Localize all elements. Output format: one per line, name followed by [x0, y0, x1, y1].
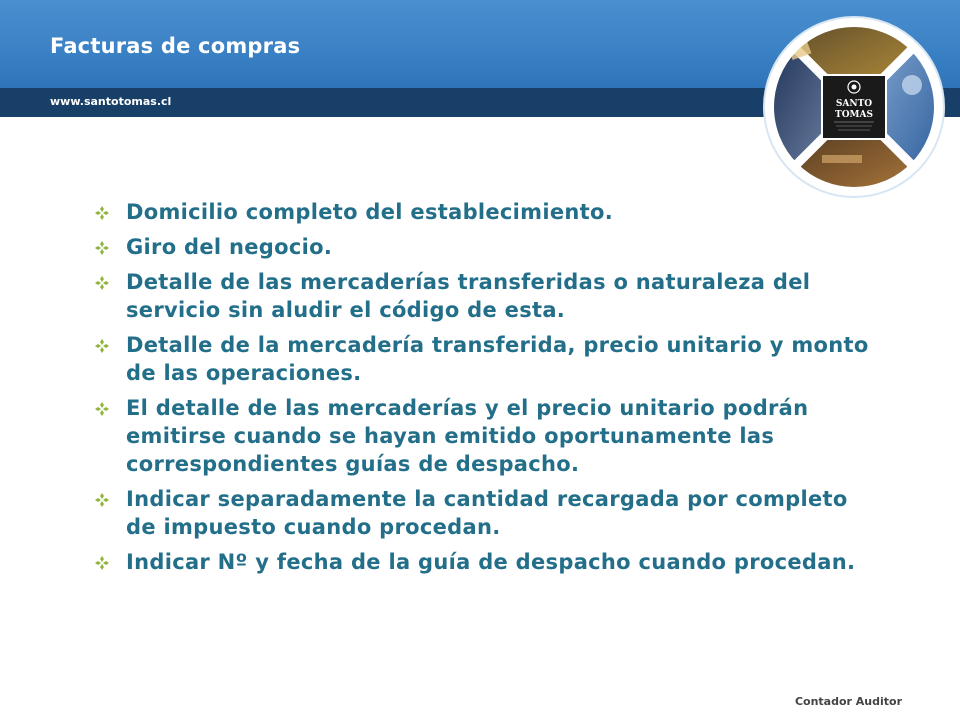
list-item	[92, 268, 882, 324]
svg-text:TOMAS: TOMAS	[835, 110, 873, 120]
list-item	[92, 394, 882, 478]
diamond-bullet-icon	[94, 555, 110, 571]
list-item	[92, 331, 882, 387]
diamond-bullet-icon	[94, 492, 110, 508]
diamond-bullet-icon	[94, 205, 110, 221]
website-url: www.santotomas.cl	[50, 95, 172, 108]
bullet-list	[92, 198, 882, 583]
list-item	[92, 198, 882, 226]
list-item	[92, 233, 882, 261]
diamond-bullet-icon	[94, 401, 110, 417]
santo-tomas-logo	[822, 75, 886, 139]
list-item	[92, 485, 882, 541]
list-item-text: Detalle de las mercaderías transferidas o naturaleza del servicio sin aludir el código de esta.	[126, 270, 811, 322]
diamond-bullet-icon	[94, 275, 110, 291]
svg-text:SANTO: SANTO	[835, 99, 873, 109]
list-item-text: Domicilio completo del establecimiento.	[126, 200, 613, 224]
footer-label: Contador Auditor	[794, 695, 902, 708]
list-item	[92, 548, 882, 576]
list-item-text: Indicar Nº y fecha de la guía de despacho cuando procedan.	[126, 550, 856, 574]
diamond-bullet-icon	[94, 240, 110, 256]
list-item-text: Detalle de la mercadería transferida, precio unitario y monto de las operaciones.	[126, 333, 869, 385]
diamond-bullet-icon	[94, 338, 110, 354]
list-item-text: El detalle de las mercaderías y el precio unitario podrán emitirse cuando se hayan emitido oportunamente las correspondientes guías de despacho.	[126, 396, 809, 476]
list-item-text: Indicar separadamente la cantidad recargada por completo de impuesto cuando procedan.	[126, 487, 848, 539]
list-item-text: Giro del negocio.	[126, 235, 333, 259]
slide-title: Facturas de compras	[50, 34, 301, 58]
header-emblem	[762, 15, 946, 199]
